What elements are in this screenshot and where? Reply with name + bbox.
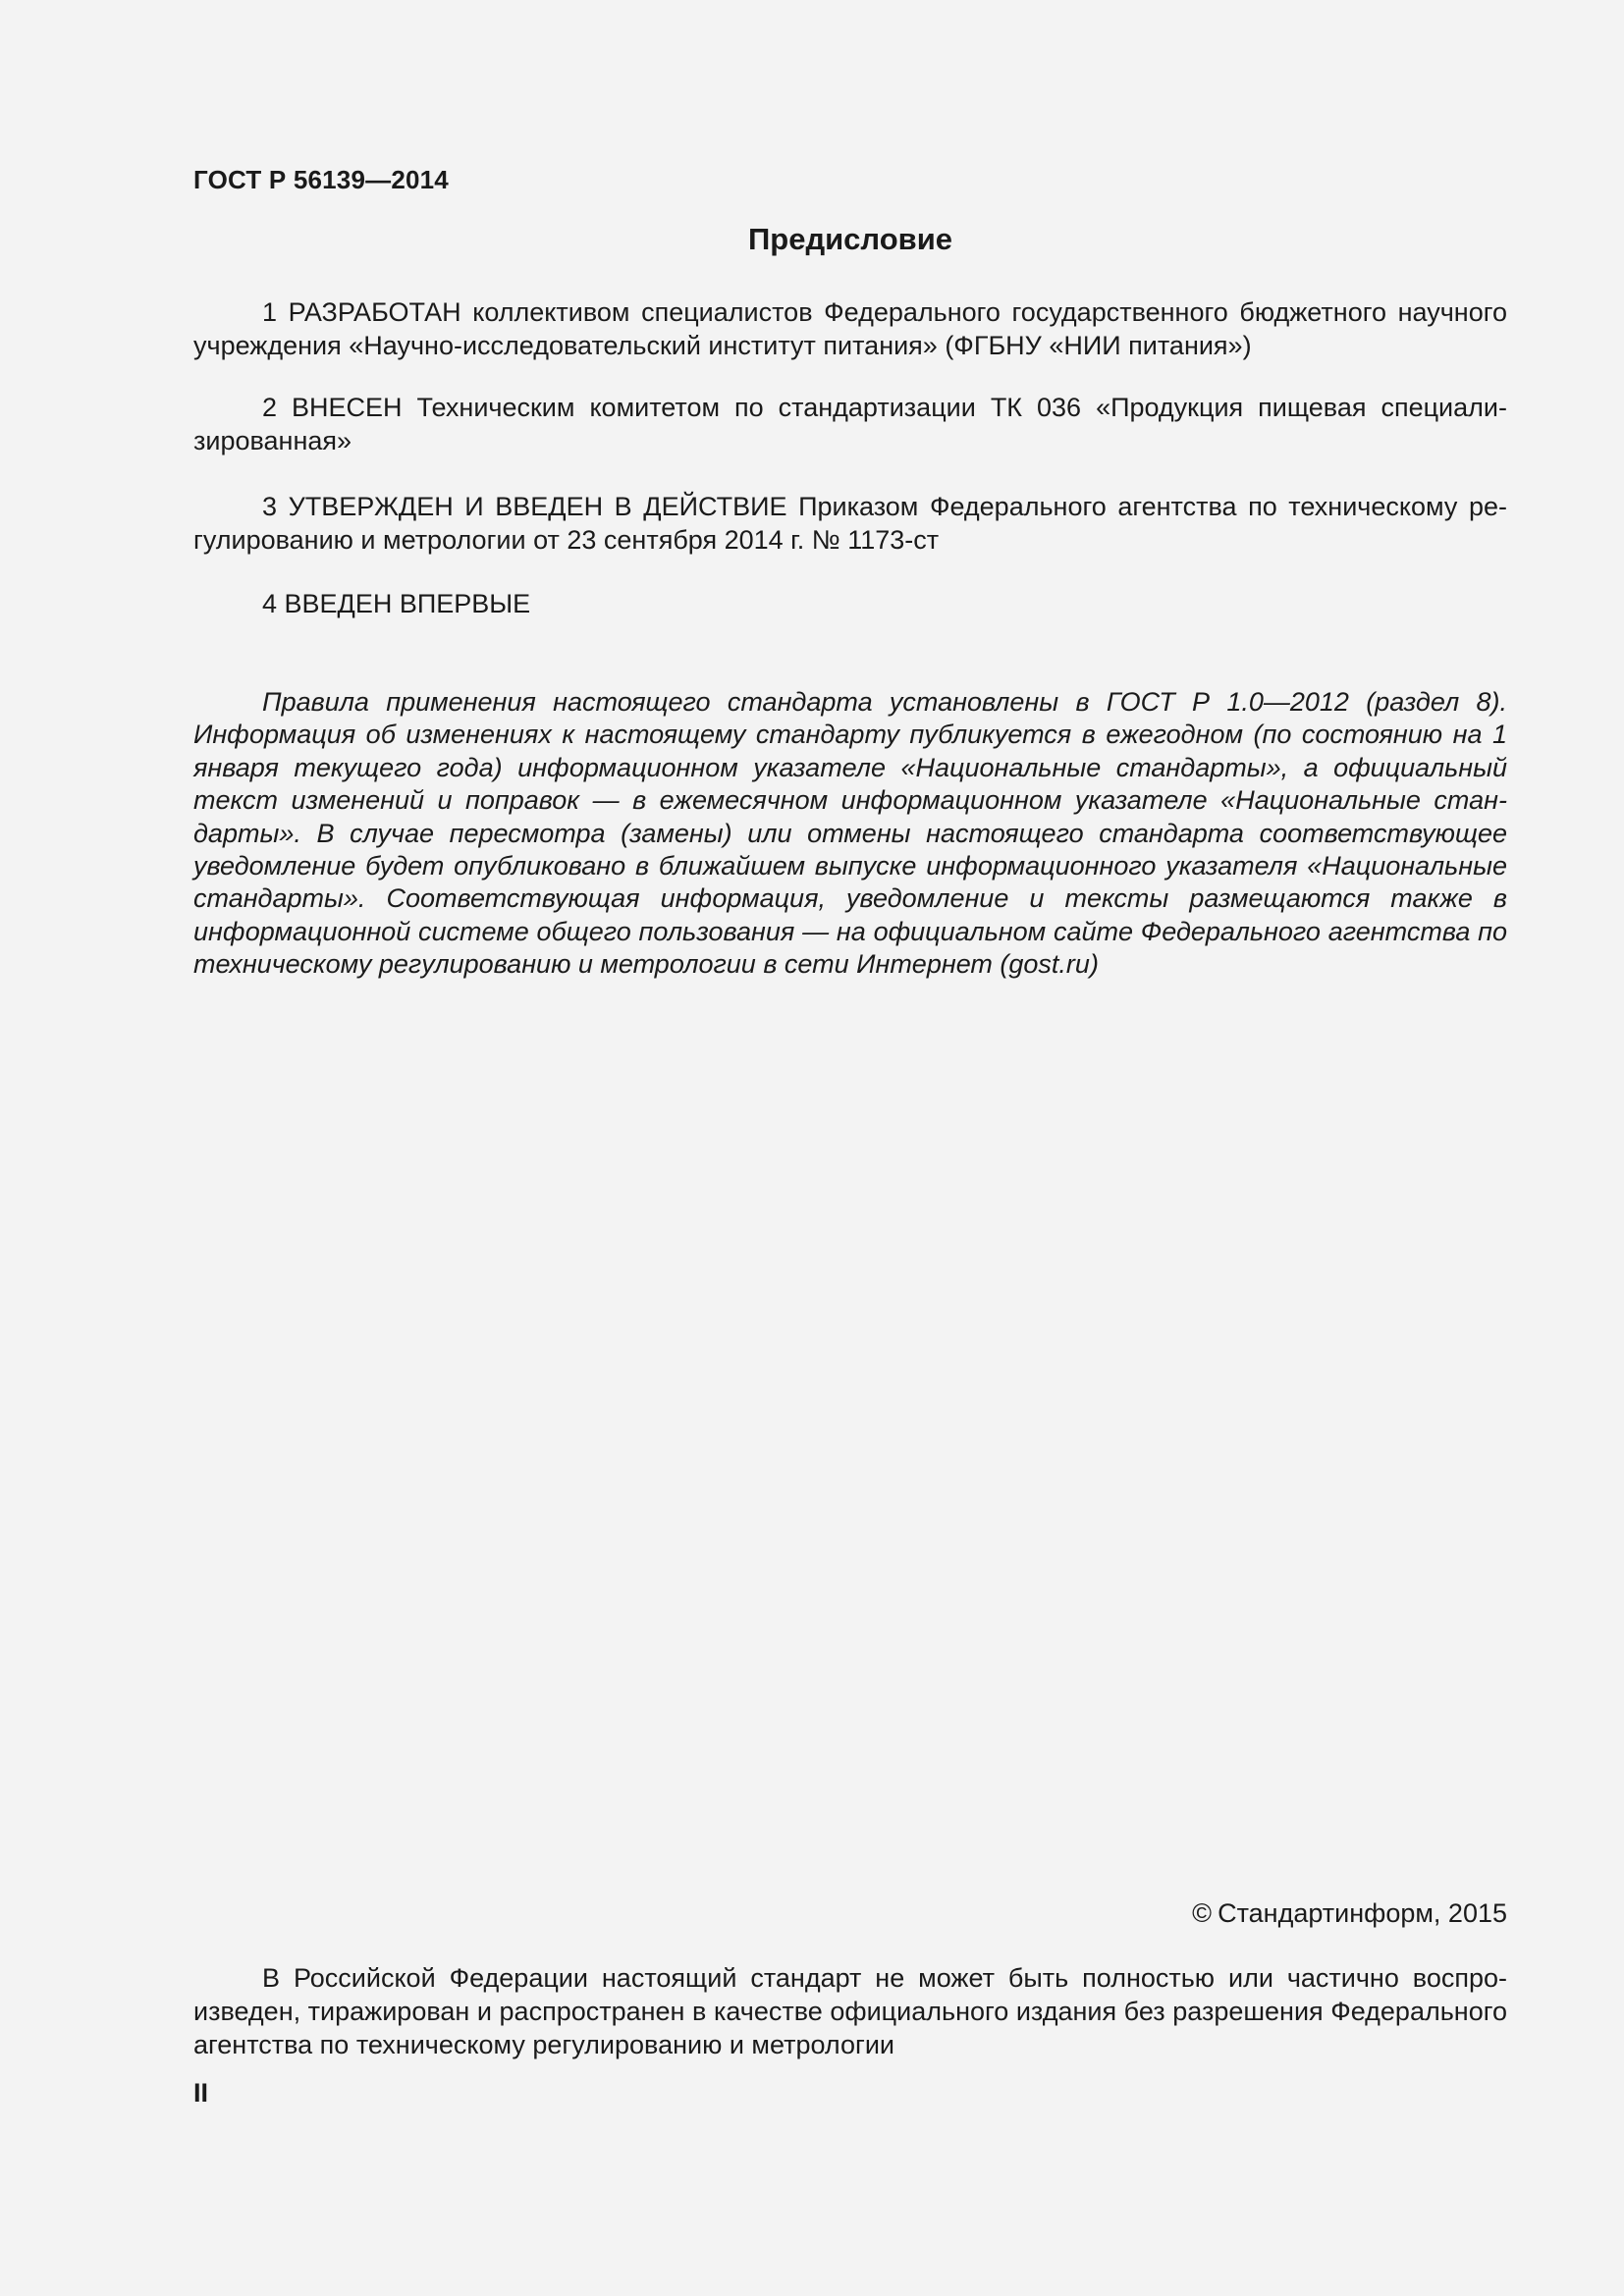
document-page xyxy=(193,0,1507,2296)
copyright-line xyxy=(1192,1898,1507,1929)
copyright-text: Стандартинформ, 2015 xyxy=(1218,1898,1507,1928)
document-id: ГОСТ Р 56139—2014 xyxy=(193,165,449,194)
foreword-item-approved: 3 УТВЕРЖДЕН И ВВЕДЕН В ДЕЙСТВИЕ Приказом Федерального агентства по техническому регулированию и метрологии от 23 сентября 2014 г. № 1173-ст xyxy=(193,492,1507,555)
page-title: Предисловие xyxy=(747,222,952,256)
page-number: II xyxy=(193,2078,209,2108)
foreword-item-developed: 1 РАЗРАБОТАН коллективом специалистов Федерального государственного бюджетного научного учреждения «Научно-исследовательский институт питания» (ФГБНУ «НИИ питания») xyxy=(193,297,1507,360)
copyright-symbol: © xyxy=(1192,1898,1213,1928)
application-rules-notice: Правила применения настоящего стандарта установлены в ГОСТ Р 1.0—2012 (раздел 8). Информация об изменениях к настоящему стандарту публикуется в ежегодном (по состоянию на 1 января текущего года) информационном указателе «Национальные стандарты», а официальный текст изменений и поправок — в ежемесячном информационном указателе «Национальные стандарты». В случае пересмотра (замены) или отмены настоящего стандарта соответствующее уведомление будет опубликовано в ближайшем выпуске информационного указателя «Национальные стандарты». Соответствующая информация, уведомление и тексты размещаются также в информационной системе общего пользования — на официальном сайте Федерального агентства по техническому регулированию и метрологии в сети Интернет (gost.ru) xyxy=(193,687,1507,980)
foreword-item-first-introduced: 4 ВВЕДЕН ВПЕРВЫЕ xyxy=(262,589,531,618)
foreword-item-introduced: 2 ВНЕСЕН Техническим комитетом по стандартизации ТК 036 «Продукция пищевая специализированная» xyxy=(193,393,1507,455)
reproduction-restriction: В Российской Федерации настоящий стандарт не может быть полностью или частично воспроизведен, тиражирован и распространен в качестве официального издания без разрешения Федерального агентства по техническому регулированию и метрологии xyxy=(193,1963,1507,2059)
